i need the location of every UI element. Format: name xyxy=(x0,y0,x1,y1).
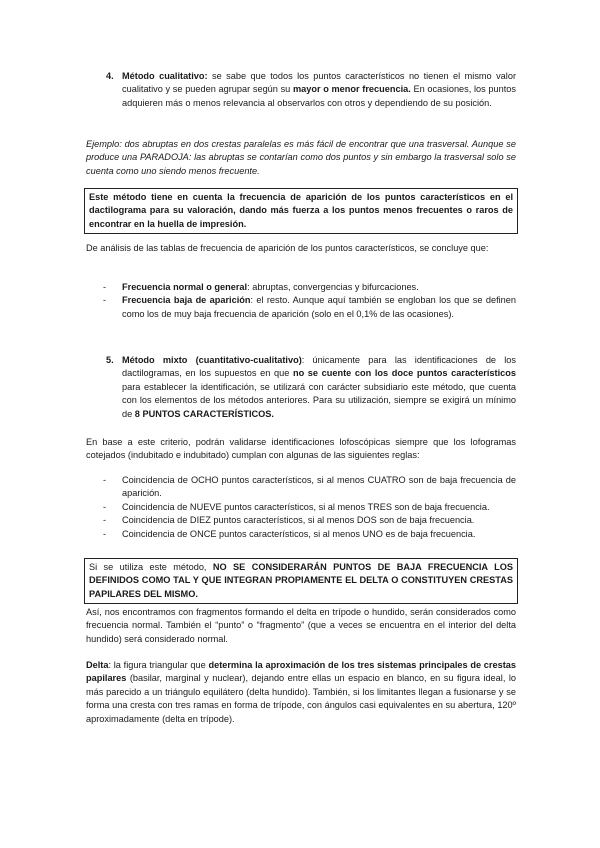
item-4-title: Método cualitativo: xyxy=(122,71,208,81)
list-item-bold: Frecuencia baja de aparición xyxy=(122,295,251,306)
delta-text-2: (basilar, marginal y nuclear), dejando entre ellas un espacio en blanco, en su figura ideal, lo más parecido a un triángulo equilátero (delta hundido). También, si los limitantes llegan a fusionarse y se forma una cresta con tres ramas en forma de trípode, con ángulos casi equivalentes en su abertura, 120º aproximadamente (delta en trípode). xyxy=(86,673,516,724)
fragments-paragraph: Así, nos encontramos con fragmentos formando el delta en trípode o hundido, serán considerados como frecuencia normal. También el “punto” o “fragmento” (que a veces se encuentra en el interior del delta hundido) será considerado normal. xyxy=(86,607,516,644)
rules-list xyxy=(103,474,516,541)
box-2-bold: NO SE CONSIDERARÁN PUNTOS DE BAJA FRECUENCIA LOS DEFINIDOS COMO TAL Y QUE INTEGRAN PROPIAMENTE EL DELTA O CONSTITUYEN CRESTAS PAPILARES DEL MISMO. xyxy=(89,562,513,599)
method-item-5 xyxy=(106,354,516,421)
delta-label: Delta xyxy=(86,660,109,670)
list-item-text: : abruptas, convergencias y bifurcaciones. xyxy=(247,282,419,292)
rule-text: Coincidencia de OCHO puntos característicos, si al menos CUATRO son de baja frecuencia de aparición. xyxy=(122,475,516,499)
highlight-box-delta-exclusion xyxy=(84,558,518,604)
dash-bullet: - xyxy=(103,515,107,526)
box-1-text: Este método tiene en cuenta la frecuencia de aparición de los puntos característicos en el dactilograma para su valoración, dando más fuerza a los puntos menos frecuentes o raros de encontrar en la huella de impresión. xyxy=(89,192,513,229)
dash-bullet: - xyxy=(103,475,107,485)
dash-bullet: - xyxy=(103,282,107,292)
list-item-bold: Frecuencia normal o general xyxy=(122,282,248,292)
item-4-text-1: se sabe que todos los puntos característicos no tienen el mismo valor cualitativo y se pueden agrupar según su xyxy=(122,71,517,95)
highlight-box-frequency xyxy=(84,188,518,234)
list-item-text: : el resto. Aunque aquí también se engloban los que se definen como los de muy baja frecuencia de aparición (solo en el 0,1% de las ocasiones). xyxy=(122,295,516,319)
item-5-text-2: para establecer la identificación, se utilizará con carácter subsidiario este método, que cuenta con los elementos de los métodos anteriores. Para su utilización, siempre se exigirá un mínimo de xyxy=(122,381,516,419)
rule-text: Coincidencia de ONCE puntos característicos, si al menos UNO es de baja frecuencia. xyxy=(122,528,476,539)
item-4-bold-1: mayor o menor frecuencia. xyxy=(292,84,411,95)
item-4-paragraph xyxy=(122,70,516,110)
frequency-list xyxy=(103,281,516,321)
dash-bullet: - xyxy=(103,295,107,306)
item-5-bold-1: no se cuente con los doce puntos característicos xyxy=(292,368,516,379)
list-item xyxy=(103,281,516,294)
item-5-paragraph xyxy=(122,354,516,421)
item-5-bold-2: 8 PUNTOS CARACTERÍSTICOS. xyxy=(134,408,274,419)
list-item xyxy=(103,528,516,541)
rule-text: Coincidencia de DIEZ puntos característicos, si al menos DOS son de baja frecuencia. xyxy=(122,515,475,526)
item-4-text-2: En ocasiones, los puntos adquieren más o menos relevancia al observarlos con otros y dependiendo de su posición. xyxy=(122,84,517,108)
dash-bullet: - xyxy=(103,528,107,539)
item-number: 5. xyxy=(106,355,114,365)
list-item xyxy=(103,514,516,527)
analysis-paragraph: De análisis de las tablas de frecuencia de aparición de los puntos característicos, se concluye que: xyxy=(86,243,489,253)
list-item xyxy=(103,294,516,321)
item-5-text-1: : únicamente para las identificaciones de los dactilogramas, en los supuestos en que xyxy=(122,355,516,379)
rule-text: Coincidencia de NUEVE puntos característicos, si al menos TRES son de baja frecuencia. xyxy=(122,501,490,512)
delta-bold-1: determina la aproximación de los tres sistemas principales de crestas papilares xyxy=(86,660,516,684)
delta-paragraph xyxy=(86,659,516,726)
list-item xyxy=(103,501,516,514)
item-number: 4. xyxy=(106,71,114,81)
box-2-text-1: Si se utiliza este método, xyxy=(89,562,213,572)
list-item xyxy=(103,474,516,501)
method-item-4 xyxy=(106,70,516,110)
example-paragraph: Ejemplo: dos abruptas en dos crestas paralelas es más fácil de encontrar que una trasversal. Aunque se produce una PARADOJA: las abruptas se contarían como dos puntos y sin embargo la trasversal solo se cuenta como uno siendo menos frecuente. xyxy=(86,139,516,176)
delta-text-1: : la figura triangular que xyxy=(108,660,209,670)
criteria-paragraph: En base a este criterio, podrán validarse identificaciones lofoscópicas siempre que los lofogramas cotejados (indubitado e indubitado) cumplan con algunas de las siguientes reglas: xyxy=(86,437,516,461)
dash-bullet: - xyxy=(103,501,107,512)
item-5-title: Método mixto (cuantitativo-cualitativo) xyxy=(122,355,302,365)
